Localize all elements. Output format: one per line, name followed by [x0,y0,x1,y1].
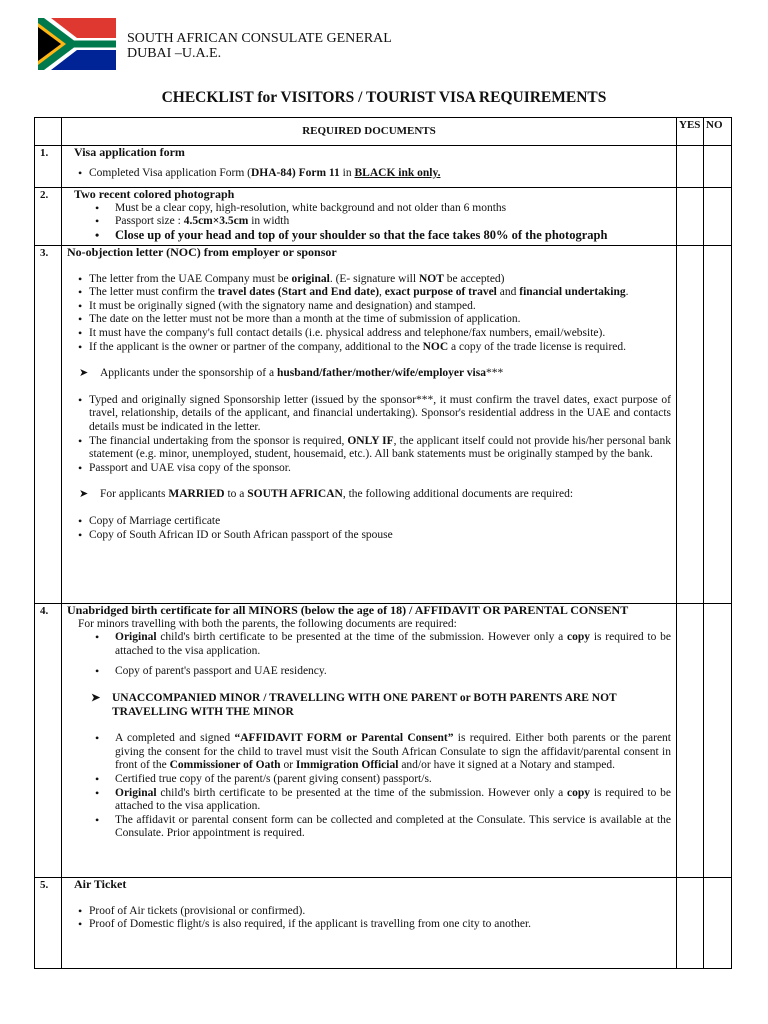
list-item: • If the applicant is the owner or partner of the company, additional to the NOC a copy of the trade license is required. [89,341,671,355]
list-item: • Close up of your head and top of your shoulder so that the face takes 80% of the photograph [115,229,671,243]
row-content [62,878,677,969]
list-item: • A completed and signed “AFFIDAVIT FORM or Parental Consent” is required. Either both parents or the parent giving the consent for the child to travel must visit the South African Consulate to sign the affidavit/parental consent in front of the Commissioner of Oath or Immigration Official and/or have it signed at a Notary and stamped. [115,732,671,773]
arrow-bullet-icon: ➤ [79,367,89,380]
row-number: 3. [35,246,62,604]
yes-checkbox-cell[interactable] [677,246,704,604]
no-checkbox-cell[interactable] [704,878,732,969]
arrow-bullet-icon: ➤ [79,488,89,501]
row-number: 1. [35,146,62,188]
page-title: CHECKLIST for VISITORS / TOURIST VISA REQUIREMENTS [161,89,607,106]
row-content [62,246,677,604]
list-item: • It must have the company's full contact details (i.e. physical address and telephone/fax numbers, email/website). [89,327,671,341]
list-item: • The financial undertaking from the sponsor is required, ONLY IF, the applicant itself could not provide his/her personal bank statement (e.g. minor, unemployed, student, housemaid, etc.). All bank statements must be originally stamped by the bank. [89,435,671,462]
header-number-cell [35,118,62,146]
yes-checkbox-cell[interactable] [677,188,704,246]
row-number: 4. [35,604,62,878]
list-item: • The letter must confirm the travel dates (Start and End date), exact purpose of travel and financial undertaking. [89,286,671,300]
list-item: • The affidavit or parental consent form can be collected and completed at the Consulate. This service is available at the Consulate. Prior appointment is required. [115,814,671,841]
list-item: • Copy of Marriage certificate [89,515,671,529]
table-row-photograph [35,188,732,246]
section-intro: For minors travelling with both the parents, the following documents are required: [78,617,457,630]
table-header-row [35,118,732,146]
list-item: • Copy of parent's passport and UAE residency. [115,665,671,679]
section-title: Visa application form [74,145,185,159]
no-checkbox-cell[interactable] [704,146,732,188]
list-item: • Original child's birth certificate to be presented at the time of the submission. However only a copy is required to be attached to the visa application. [115,631,671,658]
header-required-documents: REQUIRED DOCUMENTS [62,118,677,146]
table-row-visa-form [35,146,732,188]
list-item: • The letter from the UAE Company must be original. (E- signature will NOT be accepted) [89,273,671,287]
list-item: • Typed and originally signed Sponsorship letter (issued by the sponsor***, it must confirm the travel dates, exact purpose of travel, relationship, details of the applicant, and financial undertaking). Sponsor's residential address in the UAE and contacts details must be indicated in the letter. [89,394,671,435]
section-title: Two recent colored photograph [74,187,235,201]
list-item: • It must be originally signed (with the signatory name and designation) and stamped. [89,300,671,314]
list-item: • Copy of South African ID or South African passport of the spouse [89,529,671,543]
yes-checkbox-cell[interactable] [677,146,704,188]
no-checkbox-cell[interactable] [704,604,732,878]
row-number: 2. [35,188,62,246]
header-no: NO [704,118,732,146]
south-africa-flag [38,18,116,70]
section-title: No-objection letter (NOC) from employer or sponsor [67,245,337,259]
yes-checkbox-cell[interactable] [677,604,704,878]
list-item: • Certified true copy of the parent/s (parent giving consent) passport/s. [115,773,671,787]
section-title: Air Ticket [74,877,127,891]
no-checkbox-cell[interactable] [704,188,732,246]
list-item: • Must be a clear copy, high-resolution, white background and not older than 6 months [115,202,671,216]
list-item: • Completed Visa application Form (DHA-84) Form 11 in BLACK ink only. [89,167,671,181]
list-item: • Passport and UAE visa copy of the sponsor. [89,462,671,476]
checklist-table [34,117,732,969]
list-item: • Proof of Air tickets (provisional or confirmed). [89,905,671,919]
sub-heading-sponsorship: ➤ Applicants under the sponsorship of a husband/father/mother/wife/employer visa*** [79,367,504,380]
row-content [62,604,677,878]
list-item: • Proof of Domestic flight/s is also required, if the applicant is travelling from one city to another. [89,918,671,932]
row-content [62,188,677,246]
row-content [62,146,677,188]
list-item: • Original child's birth certificate to be presented at the time of the submission. However only a copy is required to be attached to the visa application. [115,787,671,814]
row-number: 5. [35,878,62,969]
header-yes: YES [677,118,704,146]
sub-heading-married: ➤ For applicants MARRIED to a SOUTH AFRICAN, the following additional documents are required: [79,488,574,501]
consulate-line-2: DUBAI –U.A.E. [127,46,222,61]
consulate-line-1: SOUTH AFRICAN CONSULATE GENERAL [127,31,392,46]
table-row-minors [35,604,732,878]
consulate-name [127,31,392,61]
sub-heading-unaccompanied: ➤ UNACCOMPANIED MINOR / TRAVELLING WITH ONE PARENT or BOTH PARENTS ARE NOT TRAVELLING WITH THE MINOR [91,691,617,718]
list-item: • The date on the letter must not be more than a month at the time of submission of application. [89,313,671,327]
arrow-bullet-icon: ➤ [91,691,101,704]
section-title: Unabridged birth certificate for all MINORS (below the age of 18) / AFFIDAVIT OR PARENTAL CONSENT [67,603,629,617]
list-item: • Passport size : 4.5cm×3.5cm in width [115,215,671,229]
table-row-air-ticket [35,878,732,969]
no-checkbox-cell[interactable] [704,246,732,604]
yes-checkbox-cell[interactable] [677,878,704,969]
table-row-noc [35,246,732,604]
